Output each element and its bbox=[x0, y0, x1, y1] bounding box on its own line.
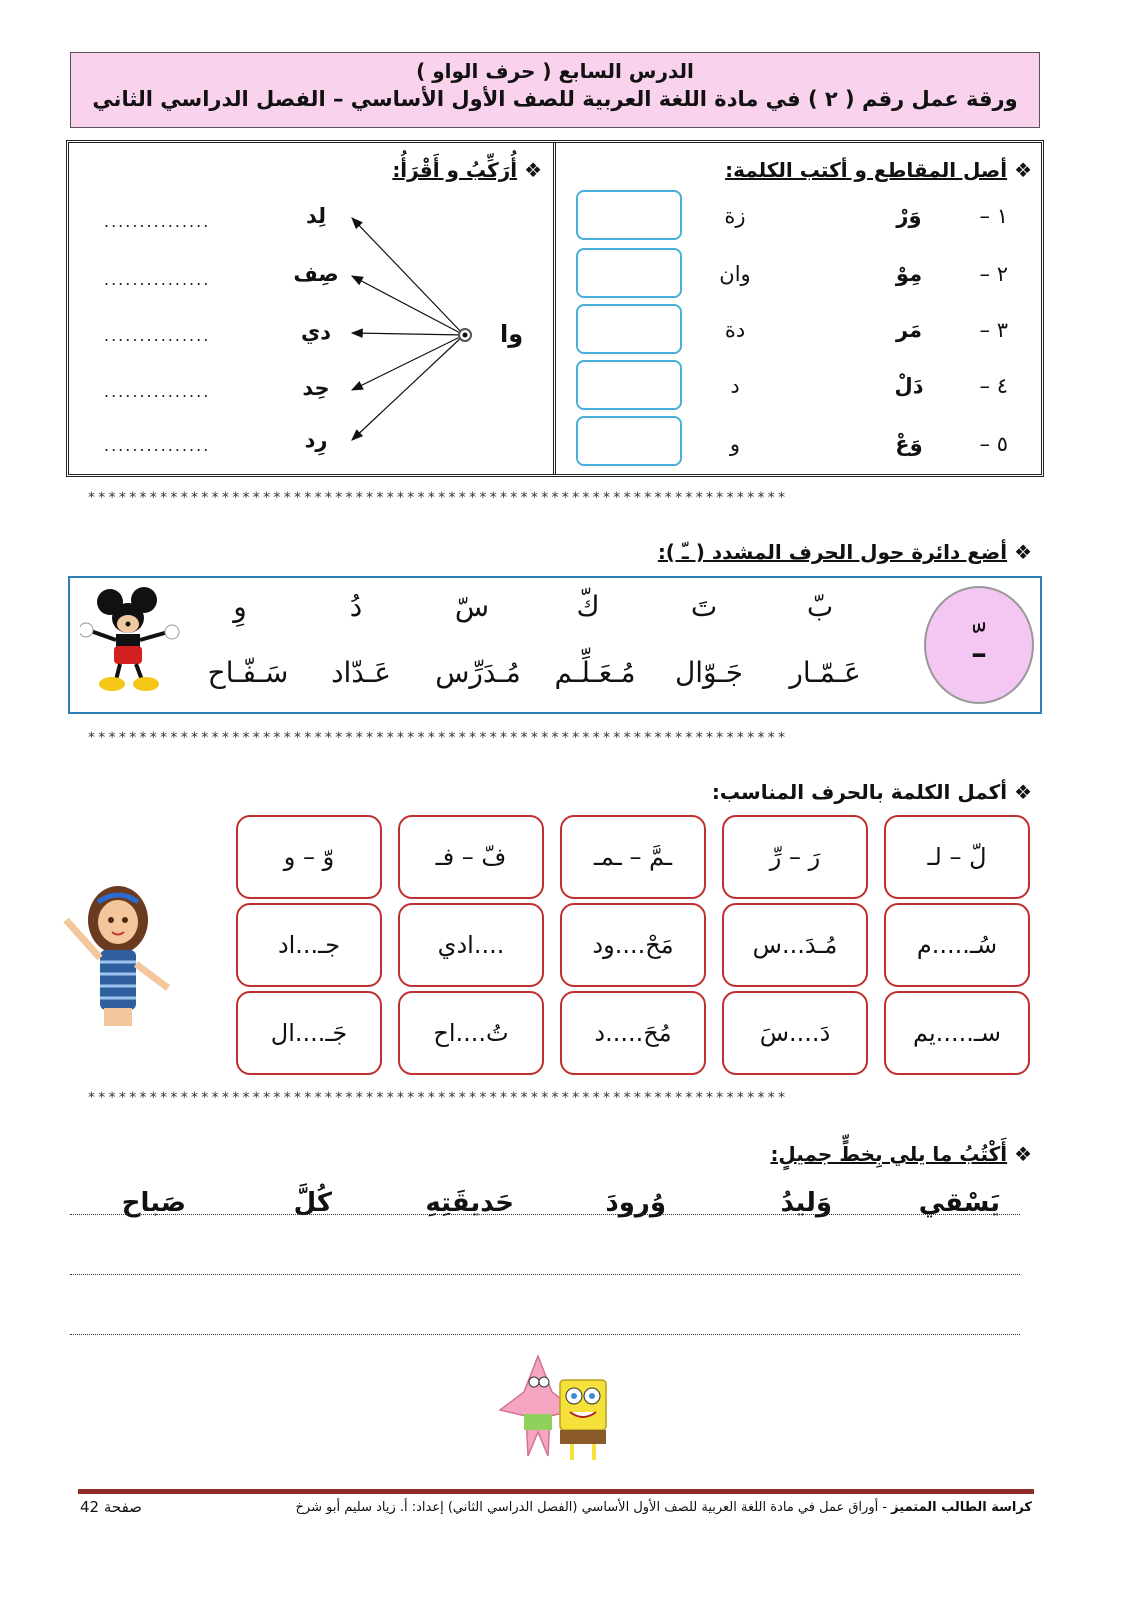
arrow-5 bbox=[352, 335, 464, 440]
mickey-illustration bbox=[80, 584, 180, 696]
word-cell[interactable]: ....ادي bbox=[398, 903, 544, 987]
compose-target-2: صِف bbox=[293, 262, 339, 286]
syllable-num-4: ٤ – bbox=[979, 374, 1008, 398]
word-cell[interactable]: مَحْ....ود bbox=[560, 903, 706, 987]
bullet-icon: ❖ bbox=[1014, 158, 1032, 182]
writing-line-2[interactable] bbox=[70, 1274, 1020, 1275]
word-cell[interactable]: مُـدَ...س bbox=[722, 903, 868, 987]
shadda-letter-5[interactable]: دُ bbox=[349, 590, 363, 623]
syllable-right-2: مِوْ bbox=[895, 262, 923, 286]
cartoon-friends-illustration bbox=[498, 1352, 616, 1466]
bullet-icon: ❖ bbox=[1014, 780, 1032, 804]
writing-line-1[interactable] bbox=[70, 1214, 1020, 1215]
word-cell[interactable]: سُـ.....م bbox=[884, 903, 1030, 987]
handwriting-word-4: حَديقَتِهِ bbox=[425, 1188, 514, 1218]
answer-box-1[interactable] bbox=[576, 190, 682, 240]
syllable-left-5: و bbox=[729, 432, 741, 456]
syllable-right-4: دَلْ bbox=[894, 374, 924, 398]
arrow-2 bbox=[352, 276, 464, 335]
syllable-num-3: ٣ – bbox=[979, 318, 1008, 342]
connector-arrows bbox=[340, 200, 490, 460]
syllable-right-3: مَر bbox=[895, 318, 923, 342]
option-cell[interactable]: وّ – و bbox=[236, 815, 382, 899]
footer-credit: كراسة الطالب المتميز - أوراق عمل في مادة اللغة العربية للصف الأول الأساسي (الفصل الدراسي الثاني) إعداد: أ. زياد سليم أبو شرخ bbox=[295, 1500, 1032, 1515]
arrow-4 bbox=[352, 335, 464, 390]
shadda-symbol-circle: ـّ bbox=[924, 586, 1034, 704]
answer-dots-2[interactable]: ............... bbox=[104, 270, 211, 289]
option-cell[interactable]: لّ – لـ bbox=[884, 815, 1030, 899]
separator-2: ******************************************************************** bbox=[88, 730, 789, 746]
syllable-num-1: ١ – bbox=[979, 204, 1008, 228]
handwriting-word-6: صَباح bbox=[121, 1188, 186, 1218]
answer-box-2[interactable] bbox=[576, 248, 682, 298]
shadda-letter-1[interactable]: بّ bbox=[806, 590, 834, 623]
option-cell[interactable]: ـمَّ – ـمـ bbox=[560, 815, 706, 899]
syllable-left-3: دة bbox=[724, 318, 746, 342]
shadda-word-5[interactable]: عَـدّاد bbox=[331, 656, 391, 689]
shadda-letter-4[interactable]: سّ bbox=[454, 590, 490, 623]
word-cell[interactable]: مُحَ.....د bbox=[560, 991, 706, 1075]
syllable-left-4: د bbox=[730, 374, 740, 398]
syllable-left-1: زة bbox=[724, 204, 746, 228]
compose-target-5: رِد bbox=[304, 428, 328, 452]
handwriting-word-2: وَليدُ bbox=[780, 1188, 832, 1218]
word-cell[interactable]: جَـ....ال bbox=[236, 991, 382, 1075]
handwriting-word-1: يَسْقي bbox=[918, 1188, 1000, 1218]
word-cell[interactable]: دَ....سَ bbox=[722, 991, 868, 1075]
exercise-1-frame bbox=[66, 140, 1044, 477]
exercise-complete-title: ❖ أكمل الكلمة بالحرف المناسب: bbox=[711, 780, 1032, 804]
bullet-icon: ❖ bbox=[1014, 1142, 1032, 1166]
bullet-icon: ❖ bbox=[1014, 540, 1032, 564]
exercise-compose-title: ❖ أُرَكِّبُ و أَقْرَأُ: bbox=[392, 158, 542, 182]
word-cell[interactable]: جـ...اد bbox=[236, 903, 382, 987]
separator-3: ******************************************************************** bbox=[88, 1090, 789, 1106]
exercise-shadda-title: ❖ أضع دائرة حول الحرف المشدد ( ـّ ): bbox=[657, 540, 1032, 564]
answer-dots-5[interactable]: ............... bbox=[104, 436, 211, 455]
word-cell[interactable]: سـ.....يم bbox=[884, 991, 1030, 1075]
word-cell[interactable]: تُ....اح bbox=[398, 991, 544, 1075]
worksheet-header bbox=[70, 52, 1040, 128]
syllable-right-5: وَعْ bbox=[895, 432, 923, 456]
lesson-title: الدرس السابع ( حرف الواو ) bbox=[416, 59, 694, 83]
syllable-num-2: ٢ – bbox=[979, 262, 1008, 286]
worksheet-subtitle: ورقة عمل رقم ( ٢ ) في مادة اللغة العربية للصف الأول الأساسي – الفصل الدراسي الثاني bbox=[92, 87, 1018, 111]
syllable-left-2: وان bbox=[719, 262, 751, 286]
answer-dots-1[interactable]: ............... bbox=[104, 212, 211, 231]
arrow-1 bbox=[352, 218, 464, 335]
shadda-word-6[interactable]: سَـفّـاح bbox=[207, 656, 289, 689]
shadda-word-4[interactable]: مُـدَرِّس bbox=[435, 656, 521, 689]
bullet-icon: ❖ bbox=[524, 158, 542, 182]
compose-target-1: لِد bbox=[305, 204, 326, 228]
exercise-connect-title: ❖ أصل المقاطع و أكتب الكلمة: bbox=[725, 158, 1032, 182]
shadda-letter-6[interactable]: وِ bbox=[233, 590, 247, 623]
compose-target-3: دي bbox=[300, 320, 332, 344]
option-cell[interactable]: رَ – رِّ bbox=[722, 815, 868, 899]
compose-source: وا bbox=[500, 320, 524, 348]
syllable-num-5: ٥ – bbox=[979, 432, 1008, 456]
option-cell[interactable]: فّ – فـ bbox=[398, 815, 544, 899]
shadda-word-3[interactable]: مُـعَـلِّـم bbox=[554, 656, 636, 689]
handwriting-word-5: كُلَّ bbox=[293, 1188, 332, 1218]
page-number: صفحة 42 bbox=[80, 1498, 142, 1516]
footer-rule bbox=[78, 1489, 1034, 1494]
separator-1: ******************************************************************** bbox=[88, 490, 789, 506]
answer-box-5[interactable] bbox=[576, 416, 682, 466]
answer-dots-3[interactable]: ............... bbox=[104, 326, 211, 345]
exercise-divider bbox=[553, 143, 560, 474]
answer-box-4[interactable] bbox=[576, 360, 682, 410]
shadda-letter-2[interactable]: تَ bbox=[690, 590, 718, 623]
answer-box-3[interactable] bbox=[576, 304, 682, 354]
shadda-word-2[interactable]: جَـوّال bbox=[674, 656, 744, 689]
answer-dots-4[interactable]: ............... bbox=[104, 382, 211, 401]
girl-illustration bbox=[52, 880, 176, 1030]
handwriting-word-3: وُرودَ bbox=[605, 1188, 666, 1218]
arrow-3 bbox=[352, 333, 464, 335]
exercise-handwriting-title: ❖ أَكْتُبُ ما يلي بِخطٍّ جميلٍ: bbox=[770, 1142, 1032, 1166]
syllable-right-1: وَرْ bbox=[896, 204, 922, 228]
compose-target-4: حِد bbox=[302, 376, 330, 400]
shadda-letter-3[interactable]: كّ bbox=[576, 590, 600, 623]
shadda-word-1[interactable]: عَـمّـار bbox=[789, 656, 861, 689]
writing-line-3[interactable] bbox=[70, 1334, 1020, 1335]
